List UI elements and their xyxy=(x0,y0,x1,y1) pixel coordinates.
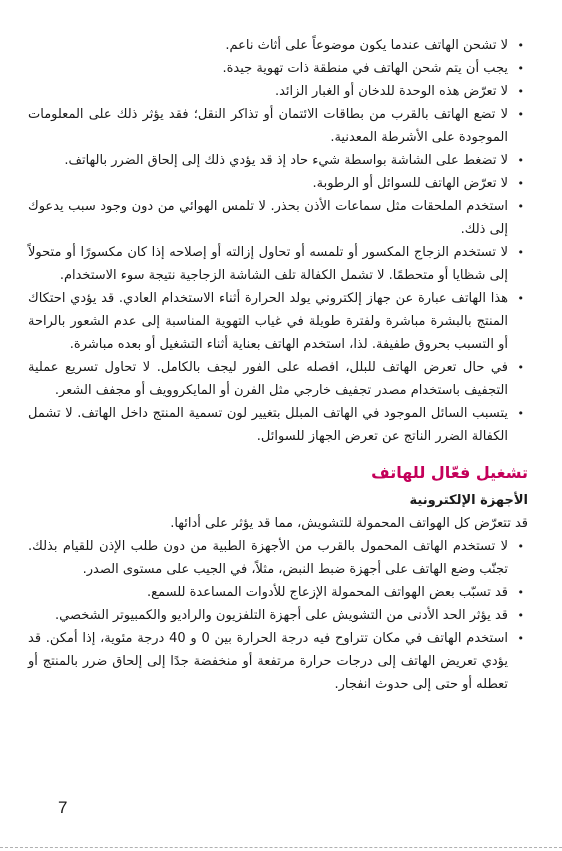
bullet-item: • يتسبب السائل الموجود في الهاتف المبلل بتغيير لون تسمية المنتج داخل الهاتف. لا تشمل الكفالة الضرر الناتج عن تعرض الجهاز للسوائل. xyxy=(28,402,528,448)
bullet-item: • لا تستخدم الهاتف المحمول بالقرب من الأجهزة الطبية من دون طلب الإذن للقيام بذلك. تجنّب وضع الهاتف على أجهزة ضبط النبض، مثلاً، في الجيب على مستوى الصدر. xyxy=(28,535,528,581)
bullet-item: • لا تعرّض هذه الوحدة للدخان أو الغبار الزائد. xyxy=(28,80,528,103)
bullet-item: • قد تسبّب بعض الهواتف المحمولة الإزعاج للأدوات المساعدة للسمع. xyxy=(28,581,528,604)
electronics-bullet-list xyxy=(28,535,528,696)
bullet-item: • قد يؤثر الحد الأدنى من التشويش على أجهزة التلفزيون والراديو والكمبيوتر الشخصي. xyxy=(28,604,528,627)
footer-divider xyxy=(0,847,562,848)
page-content xyxy=(28,34,528,696)
intro-paragraph: قد تتعرّض كل الهواتف المحمولة للتشويش، مما قد يؤثر على أدائها. xyxy=(170,516,528,531)
bullet-item: • لا تضع الهاتف بالقرب من بطاقات الائتمان أو تذاكر النقل؛ فقد يؤثر ذلك على المعلومات الموجودة على الأشرطة المعدنية. xyxy=(28,103,528,149)
bullet-item: • في حال تعرض الهاتف للبلل، افصله على الفور ليجف بالكامل. لا تحاول تسريع عملية التجفيف باستخدام مصدر تجفيف خارجي مثل الفرن أو المايكروويف أو مجفف الشعر. xyxy=(28,356,528,402)
bullet-item: • لا تستخدم الزجاج المكسور أو تلمسه أو تحاول إزالته أو إصلاحه إذا كان مكسورًا أو متحولاً إلى شظايا أو متحطمًا. لا تشمل الكفالة تلف الشاشة الزجاجية نتيجة سوء الاستخدام. xyxy=(28,241,528,287)
bullet-item: • لا تشحن الهاتف عندما يكون موضوعاً على أثاث ناعم. xyxy=(28,34,528,57)
bullet-item: • يجب أن يتم شحن الهاتف في منطقة ذات تهوية جيدة. xyxy=(28,57,528,80)
subsection-title: الأجهزة الإلكترونية xyxy=(409,493,528,508)
bullet-item: • استخدم الهاتف في مكان تتراوح فيه درجة الحرارة بين 0 و 40 درجة مئوية، إذا أمكن. قد يؤدي تعريض الهاتف إلى درجات حرارة مرتفعة أو منخفضة جدًا إلى إلحاق ضرر بالمنتج أو تعطله أو حتى إلى حدوث انفجار. xyxy=(28,627,528,696)
safety-bullet-list xyxy=(28,34,528,448)
bullet-item: • هذا الهاتف عبارة عن جهاز إلكتروني يولد الحرارة أثناء الاستخدام العادي. قد يؤدي احتكاك المنتج بالبشرة مباشرة ولفترة طويلة في غياب التهوية المناسبة إلى عدم الشعور بالراحة أو التسبب بحروق طفيفة. لذا، استخدم الهاتف بعناية أثناء التشغيل أو بعده مباشرة. xyxy=(28,287,528,356)
page-number: 7 xyxy=(58,798,68,817)
bullet-item: • استخدم الملحقات مثل سماعات الأذن بحذر. لا تلمس الهوائي من دون وجود سبب يدعوك إلى ذلك. xyxy=(28,195,528,241)
section-title: تشغيل فعّال للهاتف xyxy=(371,463,528,482)
bullet-item: • لا تعرّض الهاتف للسوائل أو الرطوبة. xyxy=(28,172,528,195)
bullet-item: • لا تضغط على الشاشة بواسطة شيء حاد إذ قد يؤدي ذلك إلى إلحاق الضرر بالهاتف. xyxy=(28,149,528,172)
